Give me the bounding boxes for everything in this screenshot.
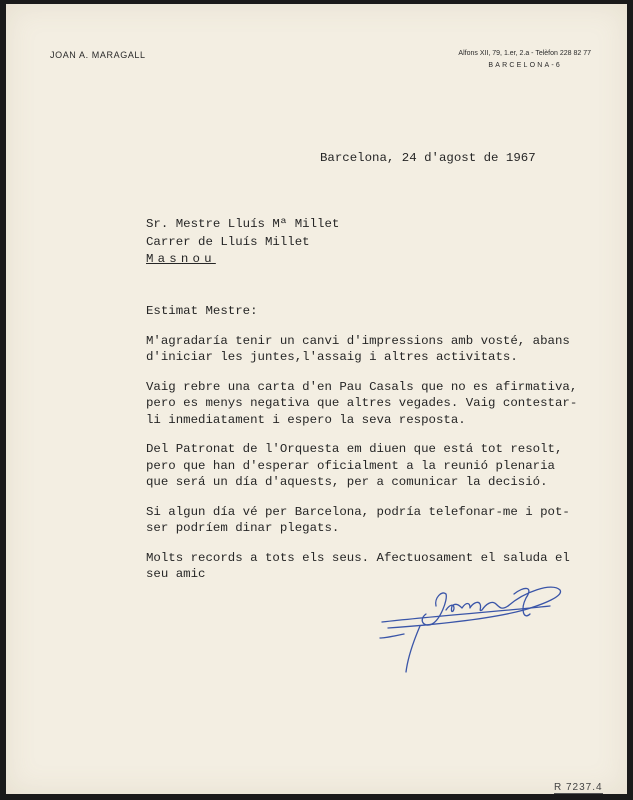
body-paragraph: M'agradaría tenir un canvi d'impressions amb vosté, abans d'iniciar les juntes,l'assaig i altres activitats. [146, 333, 570, 364]
recipient-street: Carrer de Lluís Millet [146, 234, 310, 249]
body-paragraph: Si algun día vé per Barcelona, podría telefonar-me i pot- ser podríem dinar plegats. [146, 504, 570, 535]
recipient-name: Sr. Mestre Lluís Mª Millet [146, 217, 340, 231]
recipient-block [146, 216, 339, 269]
date-line: Barcelona, 24 d'agost de 1967 [320, 151, 536, 165]
letterhead-name: JOAN A. MARAGALL [50, 50, 146, 60]
recipient-city: Masnou [146, 252, 216, 266]
body-paragraph: Vaig rebre una carta d'en Pau Casals que no es afirmativa, pero es menys negativa que altres vegades. Vaig contestar- li inmediatament i espero la seva resposta. [146, 379, 578, 427]
salutation: Estimat Mestre: [146, 304, 258, 318]
letterhead-address [458, 50, 591, 69]
handwritten-signature [374, 576, 574, 676]
body-paragraph: Del Patronat de l'Orquesta em diuen que está tot resolt, pero que han d'esperar oficialment a la reunió plenaria que será un día d'aquests, per a comunicar la decisió. [146, 442, 563, 489]
letter-page [6, 4, 627, 794]
signature-strokes [380, 587, 561, 672]
letterhead-street: Alfons XII, 79, 1.er, 2.a - Telèfon 228 82 77 [458, 50, 591, 57]
letter-body [146, 303, 586, 596]
closing-paragraph: Molts records a tots els seus. Afectuosament el saluda el seu amic [146, 550, 570, 581]
archive-reference-mark: R 7237.4 [554, 782, 603, 793]
letterhead-city: BARCELONA-6 [488, 62, 563, 69]
